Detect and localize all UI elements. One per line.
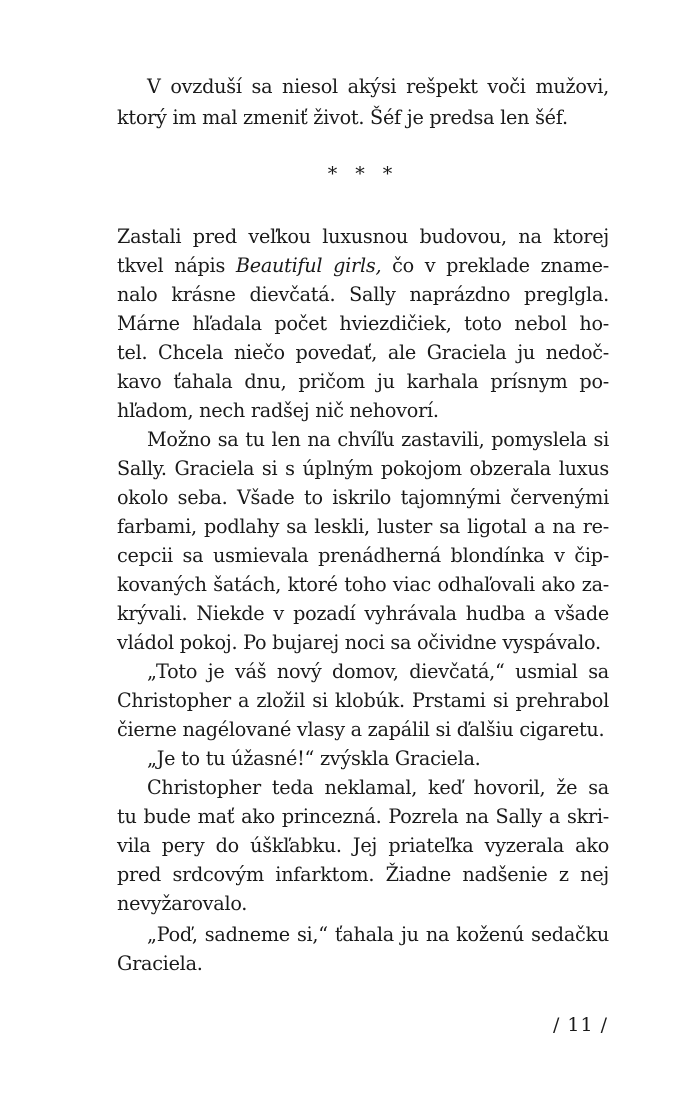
text-line: „Je to tu úžasné!“ zvýskla Graciela. <box>147 747 481 770</box>
text-line: Graciela. <box>117 952 203 975</box>
text-line: hľadom, nech radšej nič nehovorí. <box>117 399 439 422</box>
text-line: nevyžarovalo. <box>117 892 248 915</box>
italic-title: Beautiful girls, <box>235 254 382 277</box>
text-line: kovaných šatách, ktoré toho viac odhaľovali ako za- <box>117 573 609 596</box>
text-line: Možno sa tu len na chvíľu zastavili, pomyslela si <box>147 428 609 451</box>
section-break: * * * <box>327 163 399 185</box>
text-line: tel. Chcela niečo povedať, ale Graciela ju nedoč- <box>117 341 609 364</box>
text-line: vila pery do úškľabku. Jej priateľka vyzerala ako <box>117 834 609 857</box>
text-fragment: tkvel nápis <box>117 254 236 277</box>
text-line: tu bude mať ako princezná. Pozrela na Sally a skri- <box>117 805 609 828</box>
text-line: nalo krásne dievčatá. Sally naprázdno preglgla. <box>117 283 609 306</box>
text-line: Christopher a zložil si klobúk. Prstami si prehrabol <box>117 689 609 712</box>
text-line: Márne hľadala počet hviezdičiek, toto nebol ho- <box>117 312 609 335</box>
text-line: pred srdcovým infarktom. Žiadne nadšenie z nej <box>117 863 609 886</box>
text-line: čierne nagélované vlasy a zapálil si ďalšiu cigaretu. <box>117 718 605 741</box>
text-line: Zastali pred veľkou luxusnou budovou, na ktorej <box>117 225 609 248</box>
text-line: Christopher teda neklamal, keď hovoril, že sa <box>147 776 609 799</box>
text-line: cepcii sa usmievala prenádherná blondínka v čip- <box>117 544 609 567</box>
text-line: „Toto je váš nový domov, dievčatá,“ usmial sa <box>147 660 609 683</box>
text-line <box>117 251 609 280</box>
text-line: „Poď, sadneme si,“ ťahala ju na koženú sedačku <box>147 923 609 946</box>
text-line: kavo ťahala dnu, pričom ju karhala prísnym po- <box>117 370 609 393</box>
page-number: / 11 / <box>552 1014 608 1036</box>
text-line: V ovzduší sa niesol akýsi rešpekt voči mužovi, <box>147 75 609 98</box>
text-line: okolo seba. Všade to iskrilo tajomnými červenými <box>117 486 609 509</box>
text-line: ktorý im mal zmeniť život. Šéf je predsa len šéf. <box>117 106 568 129</box>
text-line: krývali. Niekde v pozadí vyhrávala hudba a všade <box>117 602 609 625</box>
text-line: farbami, podlahy sa leskli, luster sa ligotal a na re- <box>117 515 609 538</box>
text-fragment: čo v preklade zname- <box>381 254 610 277</box>
text-line: vládol pokoj. Po bujarej noci sa očividne vyspávalo. <box>117 631 601 654</box>
text-line: Sally. Graciela si s úplným pokojom obzerala luxus <box>117 457 609 480</box>
